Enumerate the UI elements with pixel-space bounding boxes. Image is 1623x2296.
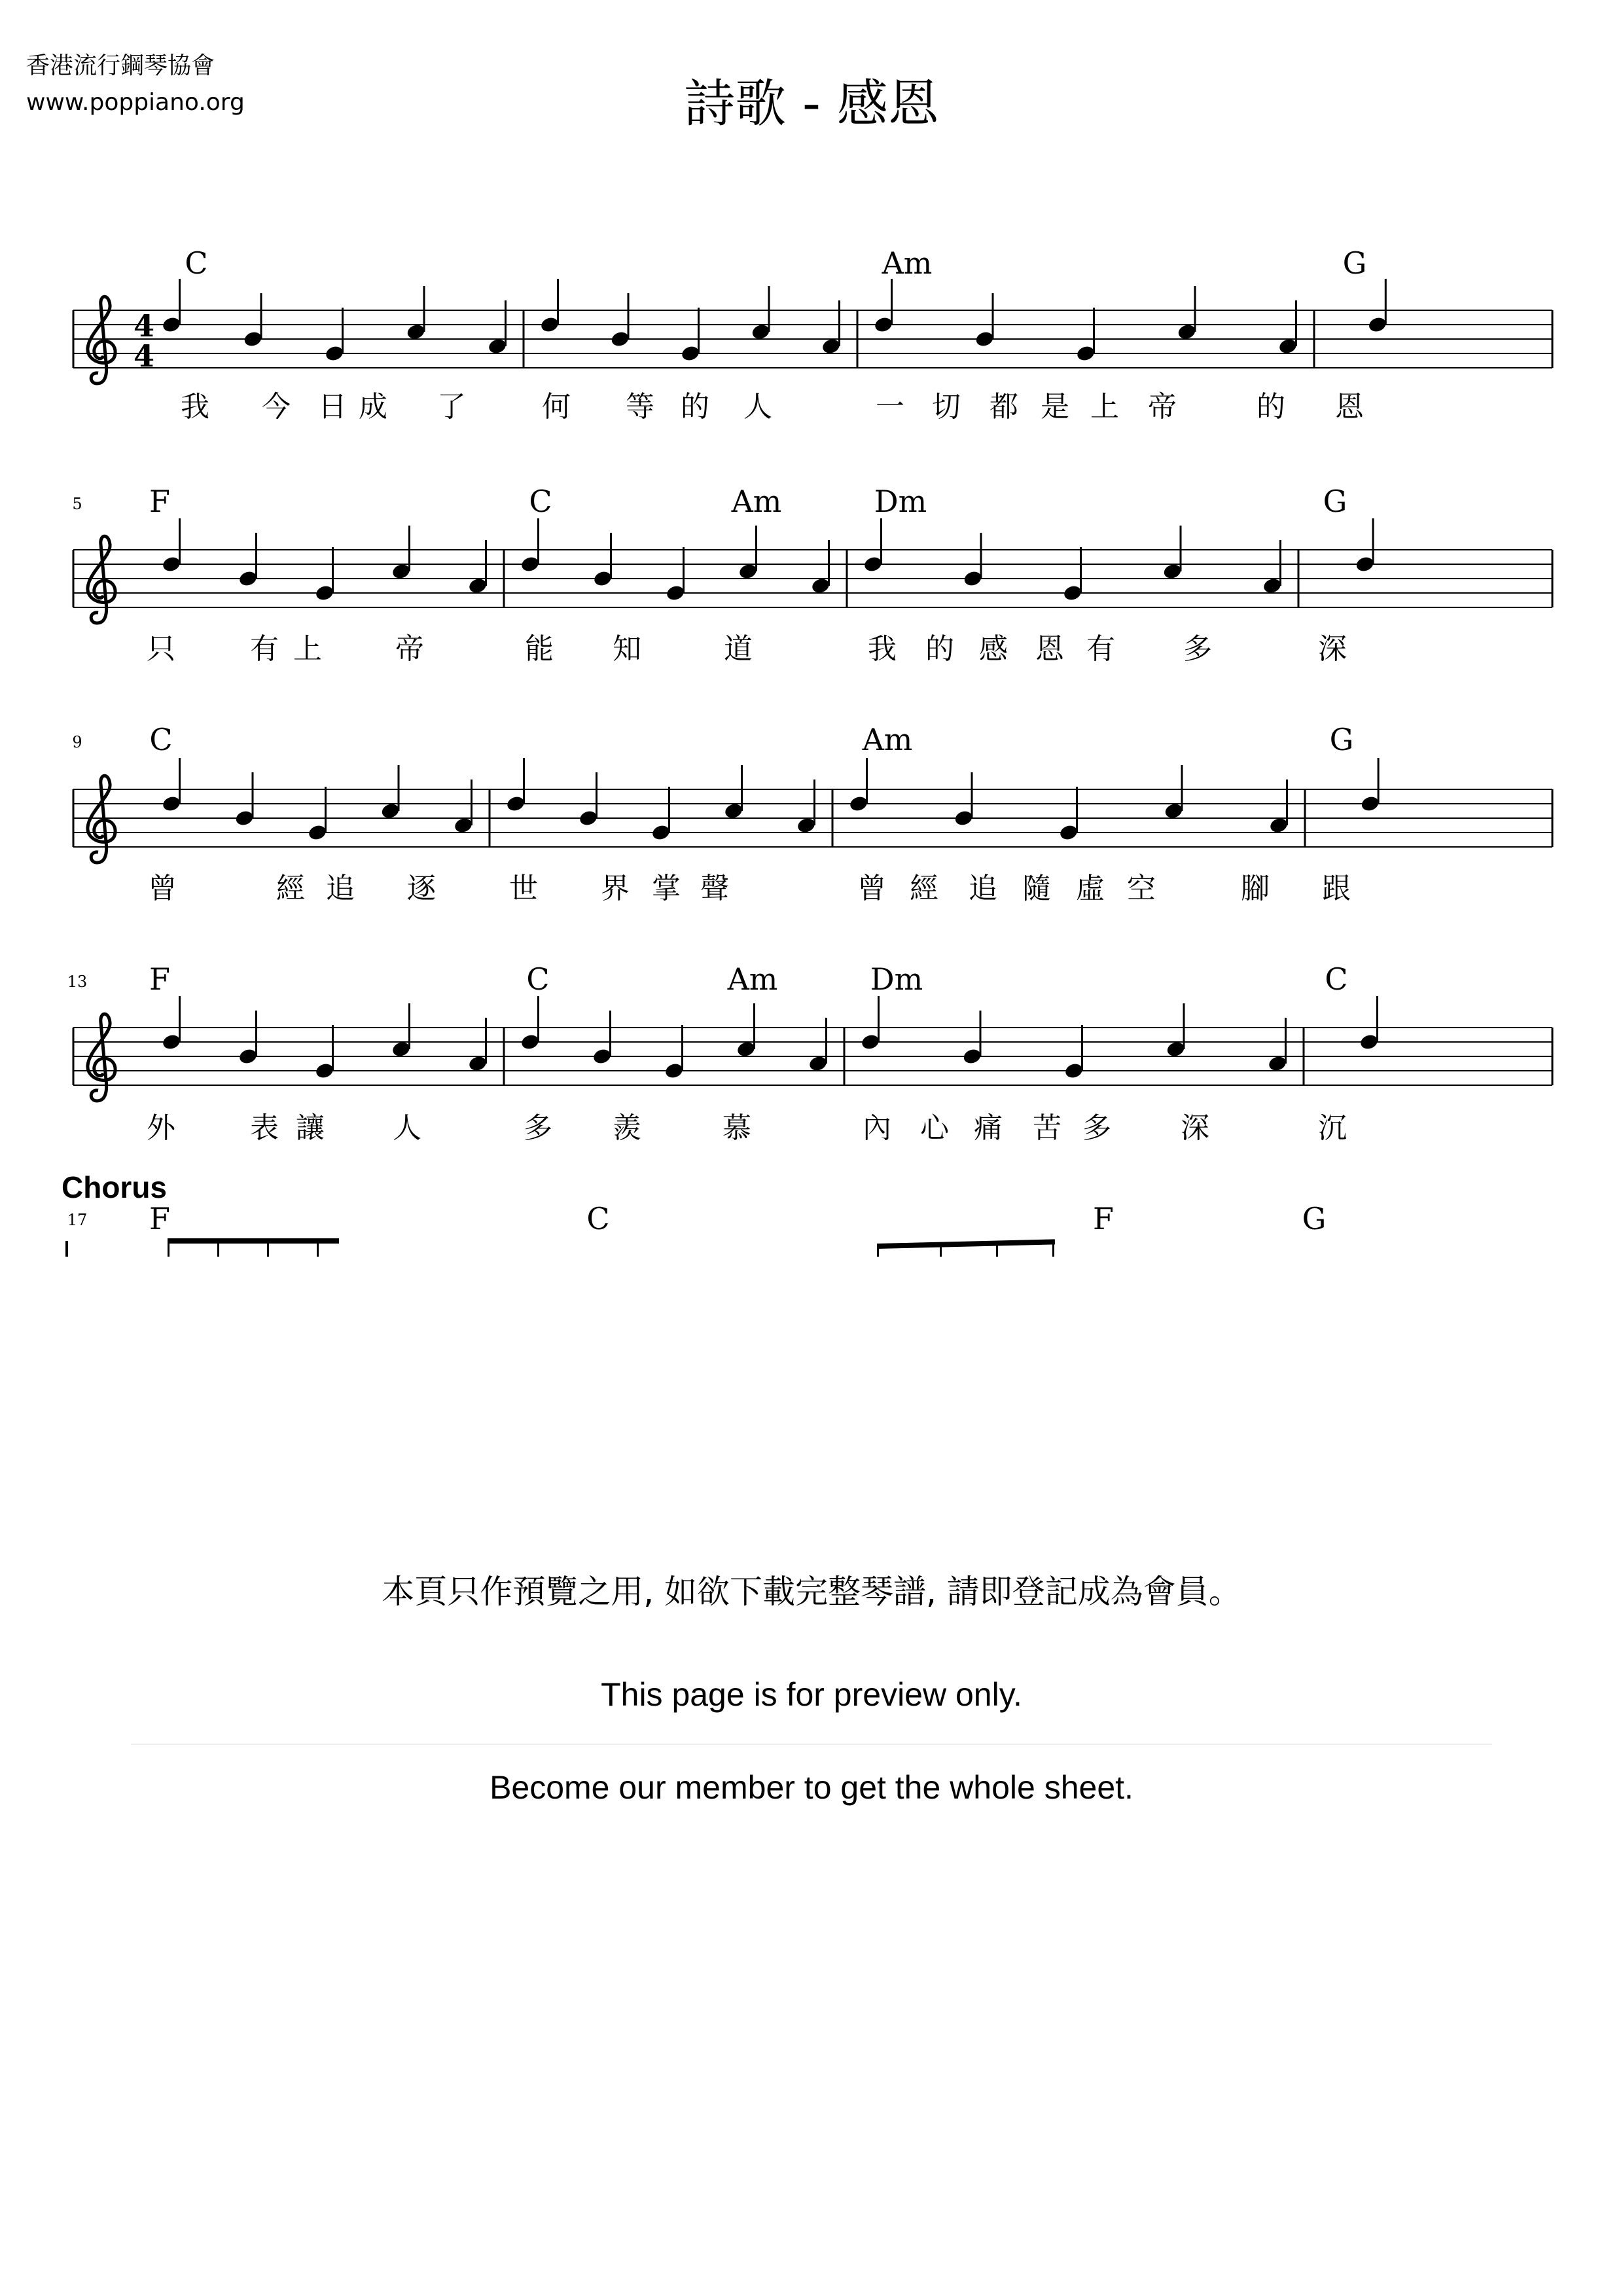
lyric-char: 都 [990,390,1018,423]
lyric-char: 隨 [1022,872,1051,905]
lyric-char: 恩 [1035,632,1064,666]
note-head [1058,823,1079,842]
note-stem [838,300,840,346]
note-head [963,569,983,588]
note-head [962,1047,982,1066]
note-stem [408,526,410,571]
note-head [954,809,974,827]
note-head [578,809,598,827]
note-head [238,1047,258,1066]
note-stem [260,293,262,339]
lyric-char: 只 [147,632,175,666]
note-stem [217,1238,219,1257]
note-stem [753,1003,755,1049]
lyric-char: 有 [1086,632,1115,666]
lyric-char: 了 [437,390,466,423]
lyric-char: 空 [1127,872,1156,905]
note-head [1367,315,1387,334]
staff-system [73,518,1552,623]
note-head [796,816,816,834]
note-head [161,795,181,813]
lyric-char: 何 [542,390,571,423]
chord-symbol: Am [862,722,913,757]
lyric-char: 界 [601,872,630,905]
section-label: Chorus [62,1170,167,1204]
lyric-char: 跟 [1322,872,1351,905]
note-head [651,823,671,842]
note-stem [628,293,630,339]
lyric-char: 追 [969,872,997,905]
chord-symbol: F [1093,1201,1114,1236]
note-stem [168,1238,169,1257]
lyric-char: 讓 [296,1111,325,1145]
lyric-char: 逐 [407,872,436,905]
chord-symbol: G [1302,1201,1327,1236]
note-head [161,1033,181,1051]
chord-symbol: Dm [870,961,923,997]
note-head [1268,816,1289,834]
note-stem [332,1025,334,1071]
note-stem [1385,279,1387,325]
chord-symbol: G [1342,245,1367,281]
note-stem [342,308,344,353]
lyric-char: 感 [979,632,1008,666]
note-head [974,330,995,348]
lyric-char: 今 [262,390,291,423]
note-stem [332,547,334,593]
staff-system [73,279,1552,384]
lyric-char: 人 [743,390,772,423]
preview-notice-en-line2: Become our member to get the whole sheet. [490,1769,1133,1806]
note-head [453,816,473,834]
note-head [1277,337,1298,355]
note-stem [1285,1018,1287,1064]
chord-symbol: C [185,245,208,281]
staff-system [73,758,1552,863]
time-signature-bottom: 4 [133,338,155,374]
note-head [505,795,526,813]
measure-number: 17 [67,1211,88,1229]
note-stem [1081,1025,1083,1071]
note-stem [398,765,400,811]
lyric-char: 曾 [857,872,886,905]
note-head [467,1054,488,1073]
note-head [736,1040,756,1058]
note-head [161,315,181,334]
note-stem [179,518,181,564]
note-head [751,323,771,341]
note-head [314,1062,334,1080]
note-stem [609,1011,611,1056]
note-stem [755,526,757,571]
note-stem [768,286,770,332]
note-stem [1080,547,1082,593]
lyric-char: 恩 [1335,390,1364,423]
note-stem [813,780,815,825]
chord-symbol: G [1329,722,1354,757]
lyric-char: 一 [876,390,904,423]
lyric-char: 日 [318,390,347,423]
time-signature-top: 4 [133,308,155,344]
note-head [1355,555,1375,573]
note-stem [1372,518,1374,564]
note-stem [980,1011,982,1056]
divider [131,1744,1492,1745]
lyric-char: 外 [147,1111,175,1145]
note-head [539,315,560,334]
note-stem [828,540,830,586]
note-stem [485,1018,487,1064]
lyric-char: 痛 [974,1111,1003,1145]
lyric-char: 上 [293,632,322,666]
lyric-char: 深 [1318,632,1347,666]
note-stem [1279,540,1281,586]
chord-symbol: Dm [874,484,927,519]
note-stem [880,518,882,564]
note-stem [1181,765,1183,811]
note-head [592,1047,612,1066]
note-stem [698,308,700,353]
note-stem [596,772,597,818]
note-stem [1378,758,1380,804]
note-beam [168,1238,339,1244]
note-stem [179,996,181,1042]
note-stem [877,1244,879,1257]
lyric-char: 曾 [148,872,177,905]
note-beam [877,1239,1055,1249]
note-head [307,823,327,842]
lyric-char: 人 [393,1111,421,1145]
lyric-char: 我 [181,390,209,423]
note-head [391,1040,411,1058]
note-stem [179,279,181,325]
note-head [520,555,540,573]
note-head [873,315,893,334]
note-stem [1052,1244,1054,1257]
site-name: 香港流行鋼琴協會 [26,52,215,79]
note-head [808,1054,828,1073]
note-head [467,577,488,595]
lyric-char: 有 [250,632,279,666]
chord-symbol: G [1323,484,1347,519]
note-head [243,330,263,348]
lyric-char: 表 [250,1111,279,1145]
note-stem [878,996,880,1042]
note-stem [683,547,685,593]
lyric-char: 羨 [613,1111,641,1145]
note-head [324,344,344,363]
note-head [380,802,401,820]
lyric-char: 沉 [1318,1111,1347,1145]
note-stem [471,780,473,825]
note-stem [537,518,539,564]
measure-number: 5 [72,495,82,513]
lyric-char: 等 [626,390,654,423]
lyric-char: 知 [613,632,641,666]
site-url[interactable]: www.poppiano.org [26,89,245,116]
note-head [664,1062,684,1080]
lyric-char: 切 [932,390,961,423]
note-stem [255,533,257,579]
lyric-char: 掌 [652,872,681,905]
lyric-char: 帝 [1148,390,1177,423]
staff-system [65,1238,1055,1257]
note-head [1360,795,1380,813]
note-stem [741,765,743,811]
note-stem [317,1238,319,1257]
note-stem [1376,996,1378,1042]
note-stem [996,1244,998,1257]
chord-symbol: F [149,1201,170,1236]
note-head [592,569,613,588]
lyric-char: 多 [1183,632,1212,666]
note-head [161,555,181,573]
note-head [738,562,758,581]
note-stem [1076,787,1078,833]
lyric-char: 經 [276,872,305,905]
note-stem [557,279,559,325]
chord-symbol: C [149,722,173,757]
lyric-char: 帝 [395,632,424,666]
lyric-char: 我 [868,632,897,666]
lyric-char: 聲 [700,872,729,905]
lyric-char: 是 [1041,390,1069,423]
chord-symbol: C [1325,961,1348,997]
note-stem [940,1244,942,1257]
note-stem [971,772,973,818]
note-head [487,337,507,355]
chord-symbol: Am [731,484,782,519]
note-head [1164,802,1184,820]
clef-fragment [65,1241,68,1257]
lyric-char: 多 [524,1111,552,1145]
lyric-char: 世 [509,872,538,905]
note-head [863,555,883,573]
note-head [860,1033,880,1051]
chord-symbol: C [526,961,550,997]
note-stem [537,996,539,1042]
note-stem [267,1238,269,1257]
chord-symbol: F [149,961,170,997]
note-head [1267,1054,1287,1073]
lyric-char: 苦 [1033,1111,1061,1145]
note-head [1166,1040,1186,1058]
chord-symbol: Am [727,961,778,997]
lyric-char: 的 [1257,390,1285,423]
page-title: 詩歌 - 感恩 [684,75,939,134]
chord-symbol: Am [882,245,933,281]
note-head [520,1033,540,1051]
note-head [680,344,700,363]
note-stem [610,533,612,579]
measure-number: 9 [72,733,82,751]
lyric-char: 內 [863,1111,891,1145]
lyric-char: 多 [1082,1111,1111,1145]
lyric-char: 深 [1181,1111,1209,1145]
chord-symbol: C [529,484,552,519]
note-stem [1183,1003,1185,1049]
note-stem [523,758,525,804]
lyric-char: 能 [525,632,554,666]
preview-notice-en-line1: This page is for preview only. [601,1676,1022,1713]
note-stem [980,533,982,579]
note-stem [668,787,670,833]
note-stem [408,1003,410,1049]
note-stem [255,1011,257,1056]
lyric-char: 慕 [722,1111,751,1145]
measure-number: 13 [67,973,88,991]
lyric-char: 追 [326,872,355,905]
note-stem [423,286,425,332]
lyric-char: 成 [359,390,387,423]
note-head [406,323,426,341]
note-stem [825,1018,827,1064]
lyric-char: 虛 [1076,872,1105,905]
note-stem [992,293,994,339]
note-head [821,337,841,355]
note-stem [1286,780,1288,825]
staff-system [73,996,1552,1101]
note-head [1062,584,1082,602]
lyric-char: 道 [724,632,753,666]
lyric-char: 腳 [1241,872,1270,905]
note-head [810,577,830,595]
note-head [1359,1033,1379,1051]
lyric-char: 的 [925,632,954,666]
note-stem [1180,526,1182,571]
note-head [723,802,743,820]
note-head [234,809,255,827]
note-stem [179,758,181,804]
note-stem [1295,300,1297,346]
note-stem [1194,286,1196,332]
chord-symbol: F [149,484,170,519]
note-stem [1093,308,1095,353]
note-stem [485,540,487,586]
note-stem [866,758,868,804]
note-head [1262,577,1282,595]
note-stem [325,787,327,833]
note-head [391,562,411,581]
note-head [848,795,868,813]
lyric-char: 的 [681,390,709,423]
preview-notice-zh: 本頁只作預覽之用, 如欲下載完整琴譜, 請即登記成為會員。 [382,1573,1241,1611]
lyric-char: 經 [910,872,938,905]
note-head [238,569,258,588]
note-head [665,584,685,602]
note-head [1162,562,1183,581]
lyric-char: 上 [1090,390,1119,423]
note-stem [505,300,507,346]
note-stem [252,772,254,818]
note-head [314,584,334,602]
note-stem [681,1025,683,1071]
note-head [1063,1062,1084,1080]
note-head [610,330,630,348]
note-head [1075,344,1096,363]
note-head [1177,323,1197,341]
note-stem [891,279,893,325]
chord-symbol: C [586,1201,610,1236]
lyric-char: 心 [920,1111,949,1145]
